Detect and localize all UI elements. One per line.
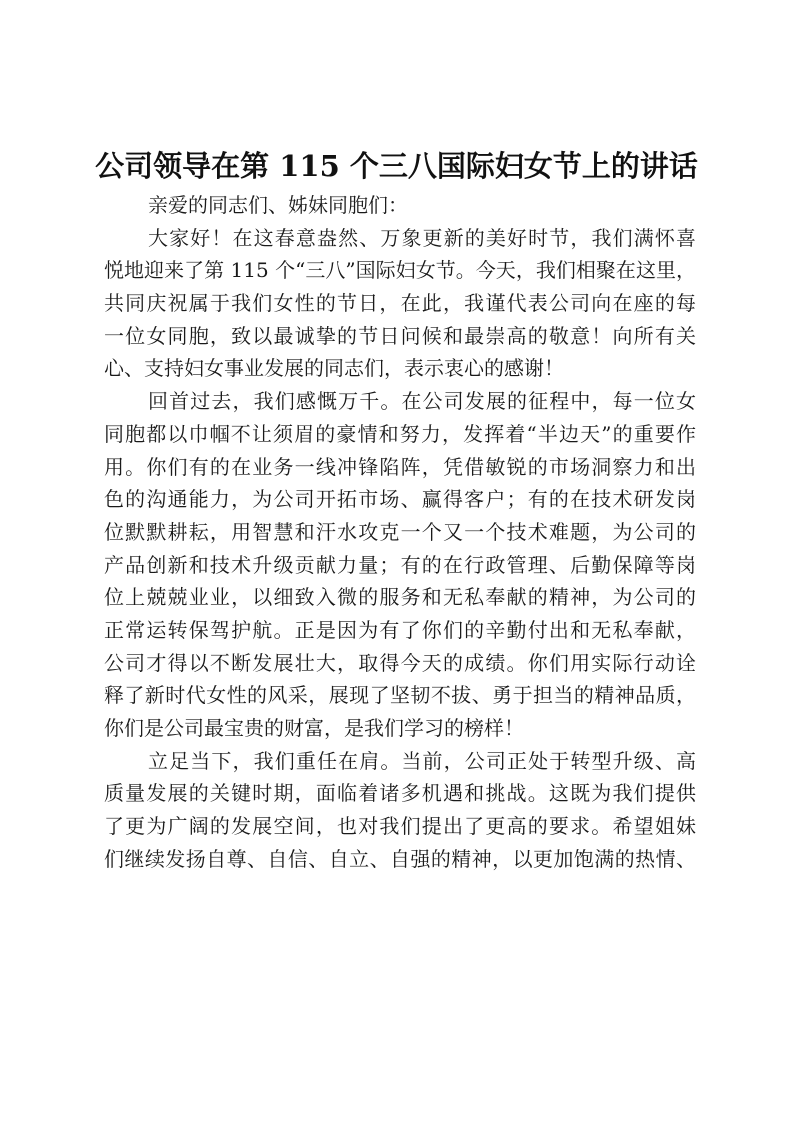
text-line: 们继续发扬自尊、自信、自立、自强的精神，以更加饱满的热情、 bbox=[104, 846, 696, 871]
text-line: 回首过去，我们感慨万千。在公司发展的征程中，每一位女 bbox=[148, 389, 696, 414]
text-line: 公司才得以不断发展壮大，取得今天的成绩。你们用实际行动诠 bbox=[104, 650, 696, 675]
text-line: 色的沟通能力，为公司开拓市场、赢得客户；有的在技术研发岗 bbox=[104, 487, 696, 512]
text-line: 位上兢兢业业，以细致入微的服务和无私奉献的精神，为公司的 bbox=[104, 585, 696, 610]
text-line: 正常运转保驾护航。正是因为有了你们的辛勤付出和无私奉献， bbox=[104, 617, 696, 642]
text-line: 质量发展的关键时期，面临着诸多机遇和挑战。这既为我们提供 bbox=[104, 781, 696, 806]
text-line: 亲爱的同志们、姊妹同胞们： bbox=[148, 193, 408, 217]
text-line: 共同庆祝属于我们女性的节日，在此，我谨代表公司向在座的每 bbox=[104, 291, 696, 316]
text-line: 一位女同胞，致以最诚挚的节日问候和最崇高的敬意！向所有关 bbox=[104, 323, 696, 348]
text-line: 立足当下，我们重任在肩。当前，公司正处于转型升级、高 bbox=[148, 748, 696, 773]
text-line: 同胞都以巾帼不让须眉的豪情和努力，发挥着“半边天”的重要作 bbox=[104, 421, 696, 446]
text-line: 产品创新和技术升级贡献力量；有的在行政管理、后勤保障等岗 bbox=[104, 552, 696, 577]
text-line: 释了新时代女性的风采，展现了坚韧不拔、勇于担当的精神品质， bbox=[104, 683, 696, 708]
document-body bbox=[104, 189, 696, 875]
text-line: 位默默耕耘，用智慧和汗水攻克一个又一个技术难题，为公司的 bbox=[104, 519, 696, 544]
text-line: 心、支持妇女事业发展的同志们，表示衷心的感谢！ bbox=[104, 356, 564, 381]
text-line: 大家好！在这春意盎然、万象更新的美好时节，我们满怀喜 bbox=[148, 225, 696, 250]
text-line: 用。你们有的在业务一线冲锋陷阵，凭借敏锐的市场洞察力和出 bbox=[104, 454, 696, 479]
text-line: 你们是公司最宝贵的财富，是我们学习的榜样！ bbox=[104, 716, 524, 740]
text-line: 了更为广阔的发展空间，也对我们提出了更高的要求。希望姐妹 bbox=[104, 814, 696, 839]
document-title: 公司领导在第 115 个三八国际妇女节上的讲话 bbox=[95, 149, 698, 183]
text-line: 悦地迎来了第 115 个“三八”国际妇女节。今天，我们相聚在这里， bbox=[104, 258, 696, 283]
